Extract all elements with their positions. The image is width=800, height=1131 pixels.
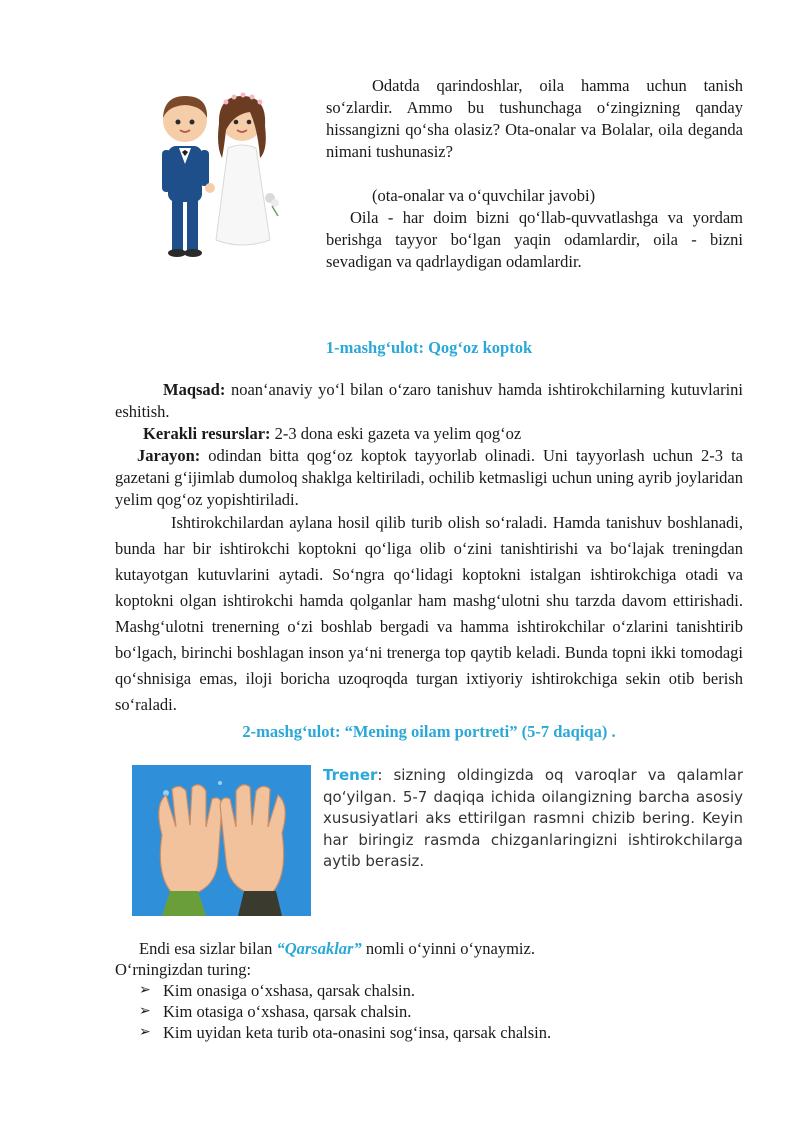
trainer-label: Trener <box>323 766 378 784</box>
exercise-1-title: 1-mashg‘ulot: Qog‘oz koptok <box>325 338 533 357</box>
list-item-text: Kim otasiga o‘xshasa, qarsak chalsin. <box>163 1002 412 1021</box>
intro-section <box>326 75 743 273</box>
game-section <box>115 938 743 1043</box>
resources-label: Kerakli resurslar: <box>143 424 271 443</box>
clapping-hands-illustration <box>132 765 311 916</box>
resources-text: 2-3 dona eski gazeta va yelim qog‘oz <box>270 424 522 443</box>
arrow-bullet-icon: ➢ <box>139 983 151 998</box>
exercise-2-title: 2-mashg‘ulot: “Mening oilam portreti” (5-7 daqiqa) . <box>242 722 616 741</box>
goal-line <box>115 379 743 423</box>
process-label: Jarayon: <box>137 446 201 465</box>
game-intro <box>115 938 743 959</box>
game-intro-after: nomli o‘yinni o‘ynaymiz. <box>361 939 535 958</box>
goal-text: noan‘anaviy yo‘l bilan o‘zaro tanishuv hamda ishtirokchilarning kutuvlarini eshitish. <box>115 380 743 421</box>
answer-note: (ota-onalar va o‘quvchilar javobi) <box>372 186 596 205</box>
intro-paragraph: Odatda qarindoshlar, oila hamma uchun tanish so‘zlardir. Ammo bu tushunchaga o‘zingizning qanday hissangizni qo‘sha olasiz? Ota-onalar va Bolalar, oila deganda nimani tushunasiz? <box>326 76 743 161</box>
wedding-couple-illustration <box>146 90 286 260</box>
arrow-bullet-icon: ➢ <box>139 1004 151 1019</box>
game-intro-before: Endi esa sizlar bilan <box>139 939 277 958</box>
exercise-1-details <box>115 379 743 511</box>
stand-up-line: O‘rningizdan turing: <box>115 960 252 979</box>
goal-label: Maqsad: <box>163 380 226 399</box>
resources-line <box>115 423 743 445</box>
game-bullet-list <box>115 980 743 1043</box>
game-name: “Qarsaklar” <box>276 939 362 958</box>
process-line <box>115 445 743 511</box>
exercise-1-paragraph: Ishtirokchilardan aylana hosil qilib turib olish so‘raladi. Hamda tanishuv boshlanadi, bunda har bir ishtirokchi koptokni qo‘liga olib o‘zini tanishtirishi va bo‘lajak treningdan kutayotgan kutuvlarini aytadi. So‘ngra qo‘lidagi koptokni istalgan ishtirokchiga otadi va koptokni olgan ishtirokchi hamda qolganlar ham mashg‘ulotni shu tarzda davom ettirishadi. Mashg‘ulotni trenerning o‘zi boshlab bergadi va hamma ishtirokchilar o‘zlarini tanishtirib bo‘lgach, birinchi boshlagan inson ya‘ni trenerga top qaytib keladi. Bunda topni ikki tomodagi qo‘shnisiga emas, iloji boricha uzoqroqda turgan ixtiyoriy ishtirokchiga sekin otib berish so‘raladi. <box>115 513 743 714</box>
trainer-text: : sizning oldingizda oq varoqlar va qalamlar qo‘yilgan. 5-7 daqiqa ichida oilangizning barcha asosiy xususiyatlari aks ettirilgan rasmni chizib bering. Keyin har biringiz rasmda chizganlaringizni ishtirokchilarga aytib berasiz. <box>323 766 743 870</box>
definition-paragraph: Oila - har doim bizni qo‘llab-quvvatlashga va yordam berishga tayyor bo‘lgan yaqin odamlardir, oila - bizni sevadigan va qadrlaydigan odamlardir. <box>326 208 743 271</box>
list-item-text: Kim uyidan keta turib ota-onasini sog‘insa, qarsak chalsin. <box>163 1023 552 1042</box>
list-item <box>115 980 743 1001</box>
list-item <box>115 1001 743 1022</box>
list-item <box>115 1022 743 1043</box>
arrow-bullet-icon: ➢ <box>139 1025 151 1040</box>
list-item-text: Kim onasiga o‘xshasa, qarsak chalsin. <box>163 981 416 1000</box>
process-text: odindan bitta qog‘oz koptok tayyorlab olinadi. Uni tayyorlash uchun 2-3 ta gazetani g‘ijimlab dumoloq shaklga keltiriladi, ochilib ketmasligi uchun uning ayrib joylaridan yelim qog‘oz yopishtiriladi. <box>115 446 743 509</box>
trainer-instructions <box>323 765 743 873</box>
